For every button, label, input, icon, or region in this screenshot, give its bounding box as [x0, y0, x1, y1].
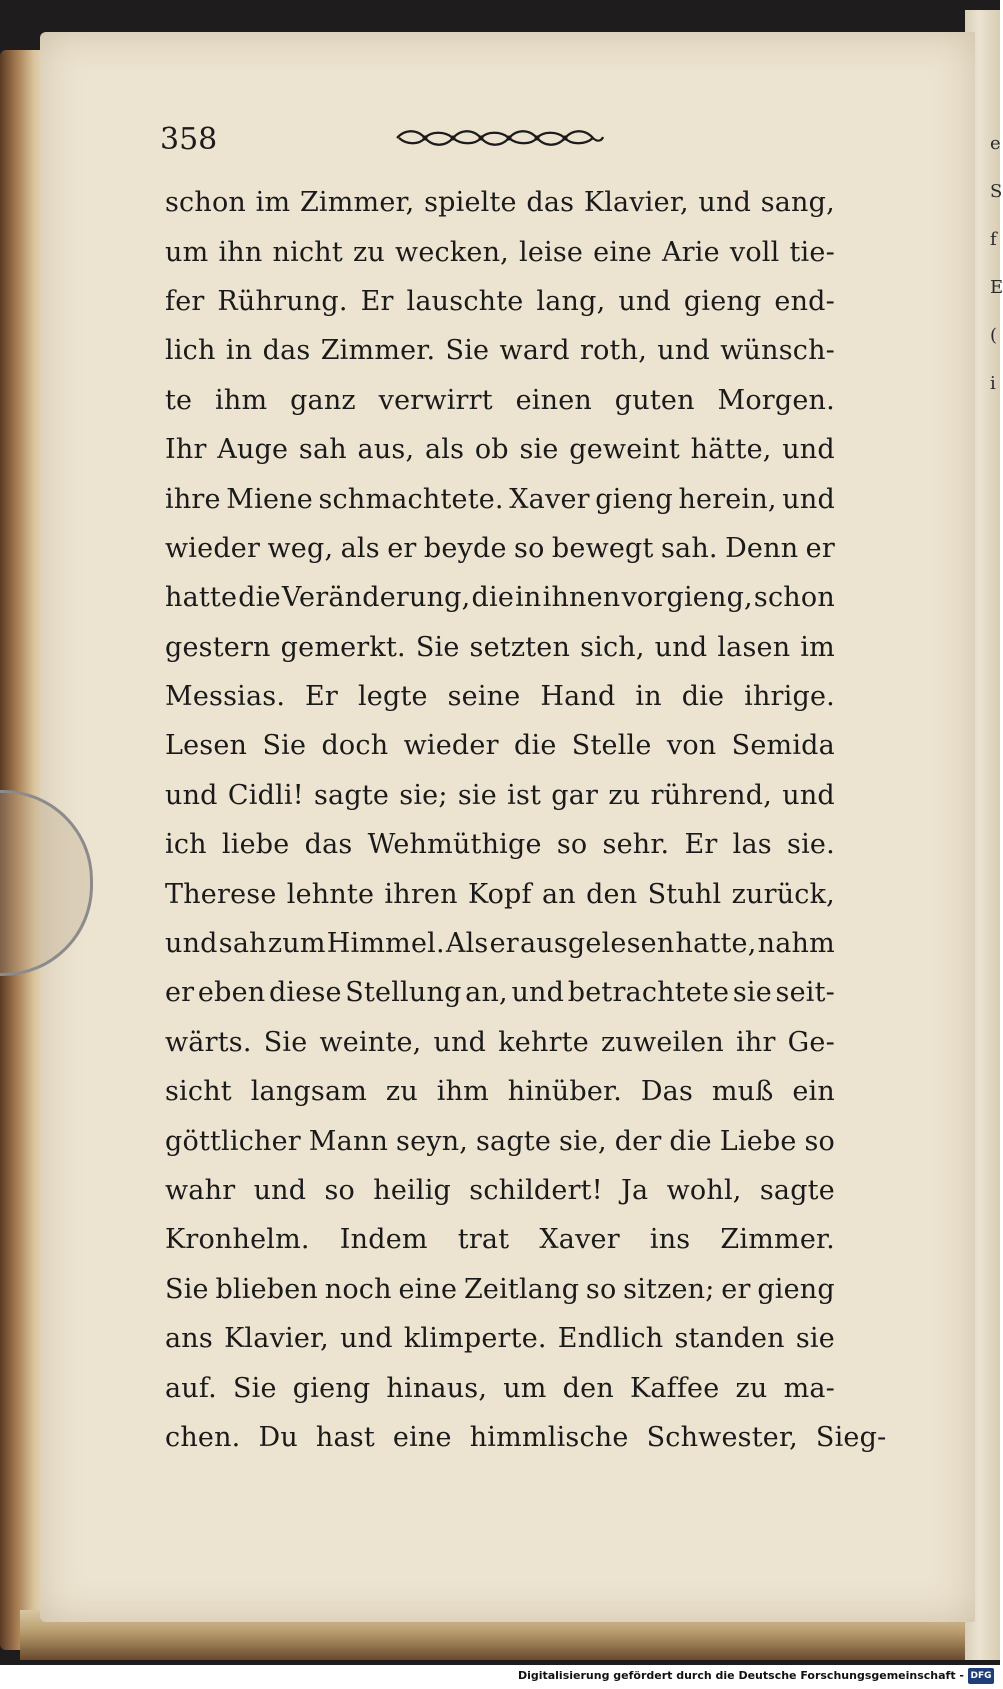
word: Das [640, 1076, 694, 1108]
word: ausgelesen [519, 928, 675, 960]
word: spielte [424, 187, 517, 219]
word: das [526, 187, 575, 219]
word: Klavier, [224, 1323, 329, 1355]
text-line [165, 1166, 835, 1215]
word: las [732, 829, 772, 861]
word: wohl, [666, 1175, 742, 1206]
text-line [165, 1067, 835, 1116]
word: die [514, 730, 557, 762]
word: Stelle [571, 730, 652, 762]
word: den [562, 1372, 614, 1404]
word: nahm [757, 928, 835, 960]
word: sagte [475, 1125, 552, 1157]
facing-page-letter: E [990, 277, 1003, 298]
word: weg, [267, 532, 334, 564]
text-line [165, 820, 835, 869]
word: klimperte. [403, 1323, 547, 1355]
word: sah [298, 434, 347, 466]
word: einen [515, 384, 592, 416]
text-line [165, 869, 835, 918]
word: an [541, 878, 576, 910]
word: im [255, 187, 291, 219]
word: im [800, 631, 835, 663]
word: himmlische [469, 1421, 629, 1453]
word: Er [360, 285, 394, 317]
word: sagte [313, 779, 390, 811]
word: roth, [580, 335, 647, 367]
word: Sie [445, 335, 490, 367]
text-line [165, 968, 835, 1017]
word: chen. [165, 1421, 241, 1453]
word: zuweilen [601, 1026, 724, 1058]
text-line [165, 1413, 887, 1462]
word: hatte, [675, 928, 757, 960]
word: Zeitlang [463, 1273, 580, 1305]
word: sang, [760, 187, 835, 219]
word: Morgen. [717, 384, 835, 416]
footer-bar [0, 1665, 1000, 1689]
word: das [262, 335, 311, 367]
word: nicht [272, 236, 343, 268]
word: so [804, 1125, 835, 1157]
word: Ge- [787, 1026, 835, 1058]
word: zu [608, 779, 641, 811]
word: muß [711, 1076, 774, 1108]
word: Sieg- [815, 1421, 887, 1453]
word: vorgieng, [621, 582, 753, 614]
word: Sie [165, 1273, 209, 1305]
word: Hand [540, 681, 616, 713]
word: und [698, 187, 752, 219]
word: und [433, 1026, 487, 1058]
word: ich [165, 829, 207, 861]
word: Endlich [557, 1323, 664, 1355]
word: ihrige. [744, 681, 835, 713]
word: sie [519, 434, 559, 466]
word: Sie [263, 1026, 308, 1058]
word: den [586, 878, 638, 910]
text-line [165, 227, 835, 276]
word: er [805, 532, 835, 564]
word: sie [795, 1323, 835, 1355]
header-ornament-icon [395, 127, 605, 149]
word: sitzen; [623, 1273, 715, 1305]
word: Denn [725, 532, 799, 564]
word: und [340, 1323, 393, 1355]
word: auf. [165, 1372, 217, 1404]
word: sie [732, 977, 772, 1009]
word: in [225, 335, 253, 367]
text-line [165, 1018, 835, 1067]
word: end- [774, 285, 835, 317]
word: hatte [165, 582, 238, 614]
word: so [514, 532, 545, 564]
word: und [657, 335, 710, 367]
word: Arie [661, 236, 720, 268]
word: Miene [226, 483, 313, 515]
text-line [165, 178, 835, 227]
word: hast [315, 1421, 375, 1453]
word: als [424, 434, 465, 466]
word: lasen [717, 631, 791, 663]
word: der [614, 1125, 662, 1157]
word: wieder [165, 532, 261, 564]
word: wahr [165, 1175, 236, 1206]
word: trat [457, 1224, 510, 1256]
word: seyn, [396, 1125, 469, 1157]
word: zu [385, 1076, 418, 1108]
text-line [165, 672, 835, 721]
word: Therese [165, 878, 277, 910]
word: und [654, 631, 708, 663]
word: so [585, 1273, 617, 1305]
word: wärts. [165, 1026, 252, 1058]
word: Himmel. [326, 928, 445, 960]
word: gar [551, 779, 599, 811]
word: eben [197, 977, 266, 1009]
word: und [253, 1175, 307, 1206]
word: Zimmer. [720, 1224, 835, 1256]
word: gemerkt. [280, 631, 406, 663]
text-line [165, 1265, 835, 1314]
word: noch [324, 1273, 392, 1305]
word: Kopf [467, 878, 532, 910]
word: eine [392, 1421, 452, 1453]
word: Semida [731, 730, 835, 762]
word: er [387, 532, 417, 564]
word: lauschte [406, 285, 524, 317]
word: sich, [580, 631, 645, 663]
text-line [165, 524, 835, 573]
word: hinaus, [386, 1372, 488, 1404]
text-line [165, 573, 835, 622]
word: Schwester, [646, 1421, 798, 1453]
word: und [618, 285, 671, 317]
word: sah. [660, 532, 718, 564]
word: ihn [218, 236, 263, 268]
word: er [165, 977, 195, 1009]
word: um [503, 1372, 547, 1404]
word: die [238, 582, 281, 614]
word: Zimmer, [299, 187, 415, 219]
word: wieder [403, 730, 499, 762]
word: weinte, [319, 1026, 422, 1058]
word: in [515, 582, 542, 614]
word: Xaver [509, 483, 590, 515]
word: Als [445, 928, 489, 960]
word: Sie [262, 730, 307, 762]
word: Stellung [345, 977, 462, 1009]
word: langsam [250, 1076, 368, 1108]
word: legte [357, 681, 428, 713]
text-line [165, 623, 835, 672]
word: schildert! [469, 1175, 603, 1206]
word: Veränderung, [281, 582, 471, 614]
word: Sie [415, 631, 460, 663]
word: und [165, 779, 218, 811]
word: wünsch- [720, 335, 835, 367]
word: Ihr [165, 434, 207, 466]
word: schon [753, 582, 835, 614]
word: in [635, 681, 662, 713]
word: ma- [783, 1372, 835, 1404]
word: ihm [215, 384, 268, 416]
word: setzten [469, 631, 571, 663]
word: Indem [339, 1224, 428, 1256]
word: Ja [621, 1175, 649, 1206]
word: zu [735, 1372, 768, 1404]
word: Liebe [719, 1125, 797, 1157]
text-line [165, 721, 835, 770]
word: von [666, 730, 717, 762]
text-line [165, 277, 835, 326]
word: verwirrt [378, 384, 493, 416]
facing-page-letters [990, 120, 1002, 408]
word: ihr [736, 1026, 776, 1058]
word: die [471, 582, 515, 614]
word: Auge [217, 434, 289, 466]
word: Kaffee [630, 1372, 720, 1404]
facing-page-letter: e [990, 133, 1001, 154]
facing-page-letter: S [990, 181, 1003, 202]
word: die [681, 681, 725, 713]
facing-page-letter: f [990, 229, 997, 250]
word: gieng [757, 1273, 835, 1305]
word: so [324, 1175, 355, 1206]
word: als [340, 532, 380, 564]
facing-page-letter: i [990, 373, 996, 394]
word: Wehmüthige [367, 829, 542, 861]
word: te [165, 384, 193, 416]
word: und [782, 434, 835, 466]
word: schmachtete. [318, 483, 504, 515]
word: die [669, 1125, 712, 1157]
word: lehnte [286, 878, 375, 910]
word: ganz [290, 384, 356, 416]
word: Rührung. [217, 285, 348, 317]
word: ihre [165, 483, 221, 515]
word: Mann [308, 1125, 389, 1157]
footer-credit: Digitalisierung gefördert durch die Deutsche Forschungsgemeinschaft - [517, 1669, 964, 1682]
word: Stuhl [647, 878, 722, 910]
word: er [721, 1273, 751, 1305]
word: betrachtete [567, 977, 730, 1009]
word: ans [165, 1323, 213, 1355]
text-line [165, 376, 835, 425]
text-line [165, 771, 835, 820]
word: diese [268, 977, 342, 1009]
word: hinüber. [507, 1076, 622, 1108]
word: gestern [165, 631, 271, 663]
text-line [165, 1314, 835, 1363]
dfg-logo: DFG [968, 1668, 994, 1684]
word: rührend, [650, 779, 773, 811]
word: lich [165, 335, 216, 367]
word: sie; [399, 779, 448, 811]
word: ist [507, 779, 542, 811]
word: ward [499, 335, 570, 367]
word: an, [465, 977, 508, 1009]
word: er [489, 928, 519, 960]
word: Du [258, 1421, 298, 1453]
word: sie. [787, 829, 835, 861]
word: leise [519, 236, 584, 268]
word: bewegt [551, 532, 654, 564]
word: Xaver [539, 1224, 620, 1256]
word: Er [305, 681, 339, 713]
word: zu [352, 236, 385, 268]
word: ob [474, 434, 509, 466]
word: ins [649, 1224, 691, 1256]
word: blieben [215, 1273, 319, 1305]
word: zum [267, 928, 326, 960]
facing-page-letter: ( [990, 325, 998, 346]
word: seine [447, 681, 521, 713]
word: doch [321, 730, 389, 762]
text-line [165, 1116, 835, 1165]
word: gieng [683, 285, 762, 317]
word: Kronhelm. [165, 1224, 310, 1256]
word: eine [398, 1273, 458, 1305]
word: und [165, 928, 218, 960]
word: und [511, 977, 565, 1009]
word: Er [684, 829, 718, 861]
text-line [165, 425, 835, 474]
word: um [165, 236, 209, 268]
word: eine [593, 236, 652, 268]
word: Sie [232, 1372, 277, 1404]
word: Lesen [165, 730, 248, 762]
word: sagte [759, 1175, 835, 1206]
page-number: 358 [160, 122, 218, 157]
word: gieng [292, 1372, 371, 1404]
word: Klavier, [583, 187, 689, 219]
word: voll [729, 236, 780, 268]
word: sicht [165, 1076, 232, 1108]
text-line [165, 474, 835, 523]
word: heilig [373, 1175, 452, 1206]
word: ihm [436, 1076, 489, 1108]
word: gieng [595, 483, 673, 515]
word: Cidli! [227, 779, 304, 811]
word: geweint [569, 434, 680, 466]
word: zurück, [731, 878, 835, 910]
word: sie, [558, 1125, 607, 1157]
word: lang, [536, 285, 606, 317]
word: wecken, [395, 236, 509, 268]
word: göttlicher [165, 1125, 301, 1157]
word: und [782, 483, 835, 515]
word: herein, [678, 483, 777, 515]
word: guten [614, 384, 695, 416]
word: Messias. [165, 681, 286, 713]
word: ihren [384, 878, 458, 910]
word: tie- [789, 236, 835, 268]
word: so [556, 829, 588, 861]
text-line [165, 1215, 835, 1264]
word: sie [457, 779, 497, 811]
word: Zimmer. [320, 335, 436, 367]
word: schon [165, 187, 247, 219]
word: standen [674, 1323, 785, 1355]
word: sah [218, 928, 267, 960]
word: liebe [221, 829, 290, 861]
word: das [304, 829, 353, 861]
word: seit- [775, 977, 835, 1009]
word: sehr. [602, 829, 670, 861]
text-line [165, 1363, 835, 1412]
word: fer [165, 285, 205, 317]
word: und [782, 779, 835, 811]
word: kehrte [498, 1026, 589, 1058]
text-line [165, 919, 835, 968]
word: ihnen [542, 582, 621, 614]
word: aus, [357, 434, 415, 466]
text-line [165, 326, 835, 375]
word: hätte, [690, 434, 772, 466]
body-text [165, 178, 887, 1462]
word: beyde [423, 532, 507, 564]
word: ein [792, 1076, 835, 1108]
